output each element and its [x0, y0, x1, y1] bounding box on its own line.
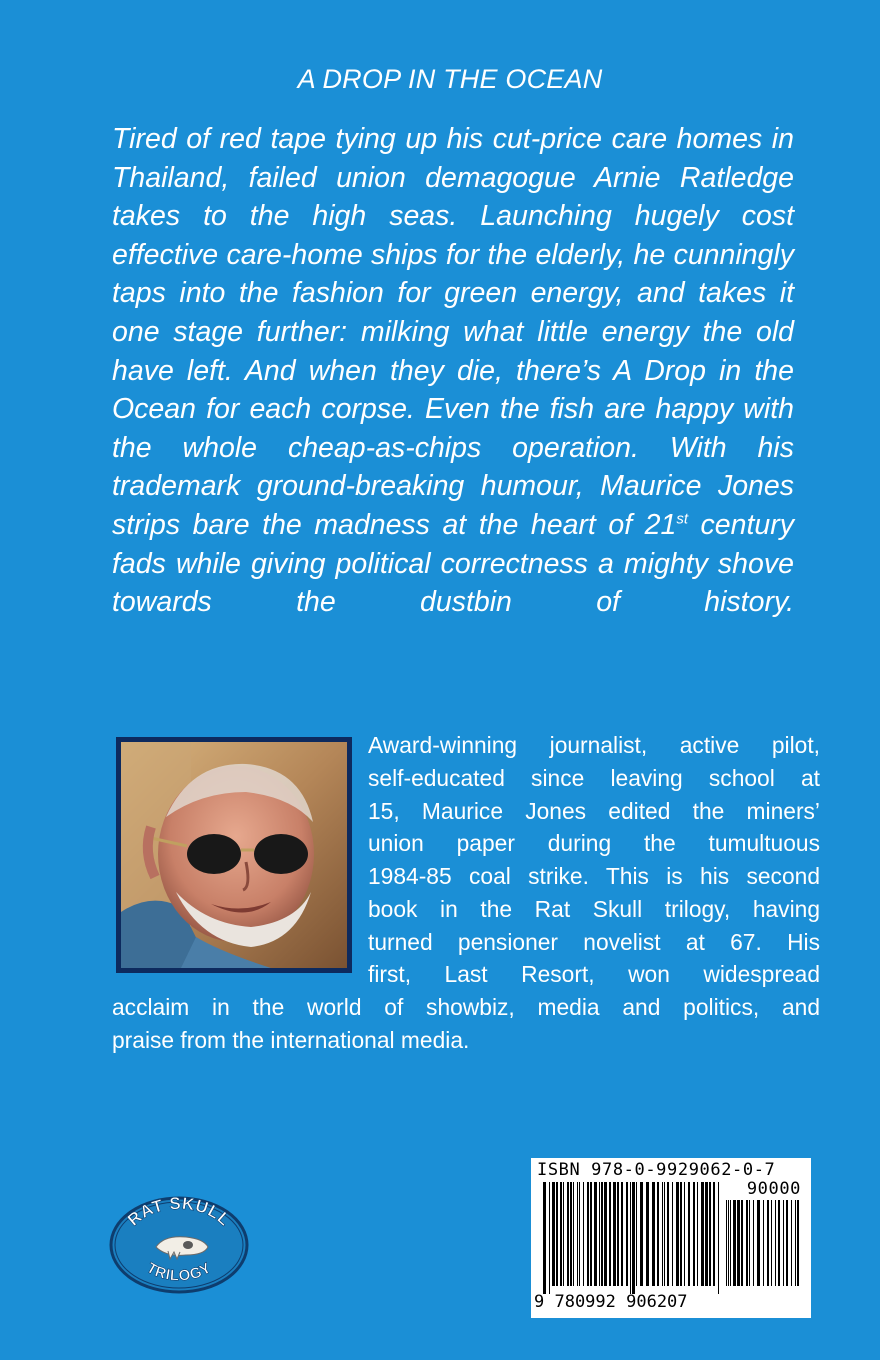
barcode-bar [632, 1182, 635, 1294]
barcode-bar [609, 1182, 611, 1286]
barcode-bar [688, 1182, 690, 1286]
bio-line: turned pensioner novelist at 67. His [368, 928, 820, 955]
barcode-bar [672, 1182, 673, 1286]
barcode-bar [771, 1200, 772, 1286]
barcode-bar [556, 1182, 558, 1286]
bio-line: union paper during the tumultuous [368, 830, 820, 857]
barcode-bar [713, 1182, 715, 1286]
barcode-bar [795, 1200, 796, 1286]
barcode-bar [604, 1182, 607, 1286]
blurb-century-sup: st [676, 510, 688, 528]
barcode-bar [549, 1182, 550, 1294]
barcode-bar [701, 1182, 704, 1286]
author-photo-frame [116, 737, 352, 973]
blurb-line: Tired of red tape tying up his cut-price care [112, 123, 668, 155]
barcode-bar [684, 1182, 685, 1286]
barcode-bar [778, 1200, 780, 1286]
barcode-bar [587, 1182, 589, 1286]
barcode-bar [552, 1182, 555, 1286]
barcode-bar [570, 1182, 572, 1286]
blurb-line: and takes it one stage further: milking what little [112, 277, 794, 348]
barcode-bar [791, 1200, 792, 1286]
barcode-bars-addon [726, 1200, 802, 1294]
barcode-bar [590, 1182, 592, 1286]
barcode-bar [676, 1182, 679, 1286]
barcode-bar [767, 1200, 769, 1286]
blurb-line: cunningly taps into the fashion for green energy, [112, 238, 794, 310]
blurb-line: With his trademark ground-breaking humour, [112, 431, 794, 503]
barcode-bar [594, 1182, 597, 1286]
barcode-bar [657, 1182, 659, 1286]
barcode-bar [567, 1182, 569, 1286]
barcode-bar [667, 1182, 669, 1286]
barcode-digits: 9 780992 906207 [534, 1292, 688, 1312]
author-bio-side [368, 729, 820, 959]
barcode-bar [718, 1182, 719, 1294]
barcode-bar [640, 1182, 643, 1286]
blurb-line: energy the old have left. And when they die, there’s [112, 315, 794, 387]
blurb-line: A Drop in the Ocean for each corpse. Even the fish [112, 354, 794, 426]
author-bio-full [112, 958, 820, 1056]
barcode-bar [563, 1182, 564, 1286]
barcode-bar [741, 1200, 743, 1286]
blurb-century-prefix: of 21 [608, 508, 677, 541]
barcode-bar [601, 1182, 603, 1286]
barcode-bar [621, 1182, 623, 1286]
barcode-bar [728, 1200, 729, 1286]
blurb-line: homes in Thailand, failed union demagogue Arnie [112, 123, 794, 194]
barcode-bar [583, 1182, 584, 1286]
blurb-line: are happy with the whole cheap-as-chips operation. [112, 393, 794, 464]
author-photo [121, 742, 347, 968]
barcode-bar [652, 1182, 655, 1286]
blurb-line: cost effective care-home ships for the elderly, he [112, 200, 794, 271]
blurb-line: a mighty shove towards the dustbin of history. [112, 547, 794, 619]
barcode-bar [630, 1182, 631, 1294]
barcode-bar [577, 1182, 578, 1286]
blurb-line: Maurice Jones strips bare the madness at the heart [112, 470, 794, 541]
barcode-bar [543, 1182, 546, 1294]
bio-line: 1984-85 coal strike. This is his second [368, 863, 820, 890]
isbn-label: ISBN 978-0-9929062-0-7 [537, 1160, 776, 1180]
book-blurb [112, 120, 794, 622]
barcode-bar [737, 1200, 740, 1286]
barcode-bar [613, 1182, 616, 1286]
book-title: A DROP IN THE OCEAN [297, 64, 603, 94]
bio-line: first, Last Resort, won widespread [368, 961, 820, 987]
barcode-bar [757, 1200, 760, 1286]
barcode-bar [746, 1200, 748, 1286]
barcode-bar [617, 1182, 619, 1286]
barcode-bar [705, 1182, 708, 1286]
bio-line: Award-winning journalist, active pilot, [368, 732, 820, 758]
barcode-bar [786, 1200, 788, 1286]
bio-line: praise from the international media. [112, 1026, 470, 1053]
rat-skull-trilogy-logo [108, 1195, 250, 1295]
barcode-bar [693, 1182, 695, 1286]
barcode-bar [626, 1182, 628, 1286]
barcode-bar [709, 1182, 711, 1286]
barcode-bar [680, 1182, 682, 1286]
blurb-century-suffix: century fads while giving political correctness [112, 508, 794, 580]
bio-line: self-educated since leaving school at [368, 764, 820, 791]
blurb-line: Ratledge takes to the high seas. Launching hugely [112, 161, 794, 233]
barcode-bar [775, 1200, 776, 1286]
barcode-bar [599, 1182, 600, 1286]
barcode-bar [783, 1200, 784, 1286]
barcode-bar [733, 1200, 736, 1286]
isbn-barcode [531, 1158, 811, 1318]
bio-line: book in the Rat Skull trilogy, having [368, 895, 820, 922]
barcode-bar [573, 1182, 574, 1286]
barcode-bar [797, 1200, 799, 1286]
barcode-bar [560, 1182, 562, 1286]
barcode-bar [726, 1200, 727, 1286]
barcode-bar [730, 1200, 731, 1286]
bio-line: 15, Maurice Jones edited the miners’ [368, 797, 820, 824]
barcode-bar [664, 1182, 665, 1286]
logo-top-text: RAT SKULL [123, 1195, 235, 1230]
barcode-bar [636, 1182, 637, 1286]
barcode-bar [579, 1182, 580, 1286]
barcode-bar [749, 1200, 750, 1286]
bio-line: acclaim in the world of showbiz, media and politics, and [112, 993, 820, 1020]
barcode-bars-main [543, 1182, 721, 1294]
barcode-bar [697, 1182, 698, 1286]
barcode-bar [753, 1200, 754, 1286]
barcode-bar [646, 1182, 649, 1286]
barcode-bar [763, 1200, 764, 1286]
barcode-bar [662, 1182, 663, 1286]
logo-bottom-text: TRILOGY [143, 1259, 215, 1285]
barcode-price-code: 90000 [746, 1179, 801, 1199]
